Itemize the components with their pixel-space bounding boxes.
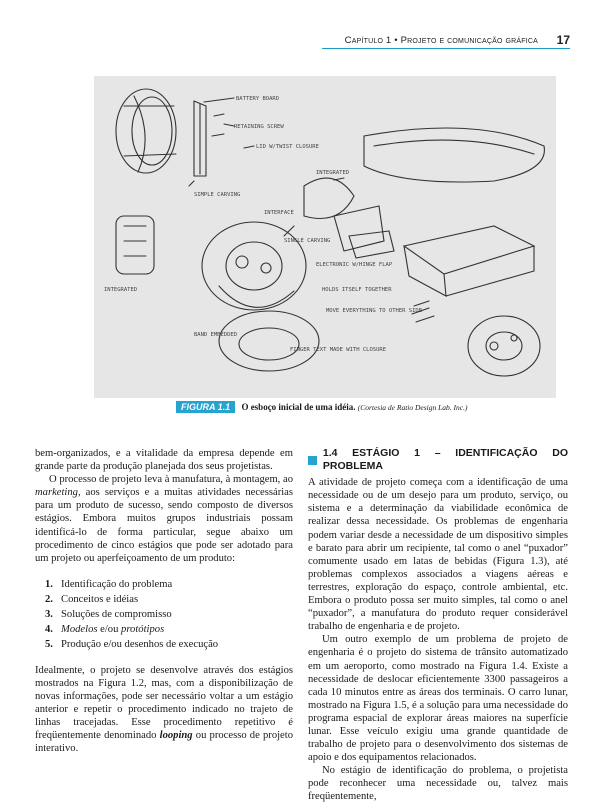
paragraph: No estágio de identificação do problema, o projetista pode reconhecer uma necessidade ou, talvez mais freqüentemente, — [308, 765, 568, 803]
paragraph: O processo de projeto leva à manufatura, à montagem, ao marketing, aos serviços e a muitas atividades necessárias para um produto de sucesso, sendo composto de diversos estágios. Embora muitos grupos industriais possam identificá-lo de forma particular, segue abaixo um procedimento de cinco estágios que pode ser adotado para um projeto ou aperfeiçoamento de um produto: — [35, 474, 293, 564]
paragraph: Idealmente, o projeto se desenvolve através dos estágios mostrados na Figura 1.2, mas, com a disponibilização de novas informações, pode ser necessário voltar a um estágio anterior e repetir o procedimento indicado no trajeto de linhas tracejadas. Esse procedimento repetitivo é freqüentemente denominado looping ou processo de projeto interativo. — [35, 664, 294, 755]
paragraph: bem-organizados, e a vitalidade da empresa depende em grande parte da produção planejada dos seus projetistas. — [35, 448, 293, 473]
sketch-label: INTEGRATED — [316, 170, 350, 176]
page-number: 17 — [556, 33, 570, 47]
design-sketch — [94, 76, 556, 398]
sketch-label: RETAINING SCREW — [234, 124, 284, 130]
sketch-label: INTERFACE — [264, 210, 294, 216]
paragraph: A atividade de projeto começa com a identificação de uma necessidade ou de um desejo para um produto, serviço, ou sistema e a determinação da viabilidade econômica de realizar dessa necessidade. Os problemas de engenharia podem variar desde a necessidade de um dispositivo simples e barato para abrir um recipiente, tal como o anel “puxador” comumente usado em latas de bebidas (Figura 1.3), até problemas complexos associados a viagens aéreas e terrestres, exploração do espaço, controle ambiental, etc. Embora o produto possa ser muito simples, tal como o anel “puxador”, a manufatura do produto requer considerável trabalho de engenharia e de projeto. — [308, 477, 568, 633]
running-header: Capítulo 1 • Projeto e comunicação gráfica — [344, 35, 538, 46]
paragraph: Um outro exemplo de um problema de projeto de engenharia é o projeto do sistema de trânsito automatizado em um aeroporto, como mostrado na Figura 1.4. Existe a necessidade de deslocar eficientemente 3300 passageiros a cada 10 minutos entre as áreas dos terminais. O carro lunar, mostrado na Figura 1.5, é a solução para uma necessidade do programa espacial de explorar áreas maiores na superfície lunar. Esse veículo exigiu uma grande quantidade de trabalho de projeto para o desenvolvimento dos sistemas de apoio e dos equipamentos relacionados. — [308, 634, 568, 764]
page-header — [0, 0, 600, 52]
right-column — [308, 447, 568, 804]
figure-label: FIGURA 1.1 — [176, 401, 235, 413]
list-item: 2. Conceitos e idéias — [45, 593, 139, 605]
list-item: 1. Identificação do problema — [45, 578, 173, 590]
left-column — [35, 447, 293, 756]
sketch-label: INTEGRATED — [104, 287, 138, 293]
list-item: 5. Produção e/ou desenhos de execução — [45, 638, 219, 650]
section-heading: 1.4 ESTÁGIO 1 – IDENTIFICAÇÃO DO PROBLEMA — [308, 447, 568, 473]
sketch-label: FINGER TEXT MADE WITH CLOSURE — [290, 347, 387, 353]
sketch-figure — [94, 76, 556, 398]
sketch-label: HOLDS ITSELF TOGETHER — [322, 287, 392, 293]
list-item: 4. Modelos e/ou protótipos — [45, 623, 165, 635]
header-rule — [322, 48, 570, 49]
sketch-label: BAND EMBEDDED — [194, 332, 238, 338]
sketch-label: LID W/TWIST CLOSURE — [256, 144, 319, 150]
figure-caption — [176, 401, 467, 413]
list-item: 3. Soluções de compromisso — [45, 608, 172, 620]
sketch-label: MOVE EVERYTHING TO OTHER SIDE — [326, 308, 423, 314]
sketch-label: SINGLE CARVING — [284, 238, 331, 244]
figure-title: O esboço inicial de uma idéia. — [241, 402, 356, 412]
section-marker — [308, 456, 317, 465]
sketch-label: ELECTRONIC W/HINGE FLAP — [316, 262, 393, 268]
sketch-label: SIMPLE CARVING — [194, 192, 241, 198]
sketch-label: BATTERY BOARD — [236, 96, 280, 102]
figure-credit: (Cortesia de Ratio Design Lab. Inc.) — [357, 403, 468, 412]
stage-list — [35, 577, 293, 652]
